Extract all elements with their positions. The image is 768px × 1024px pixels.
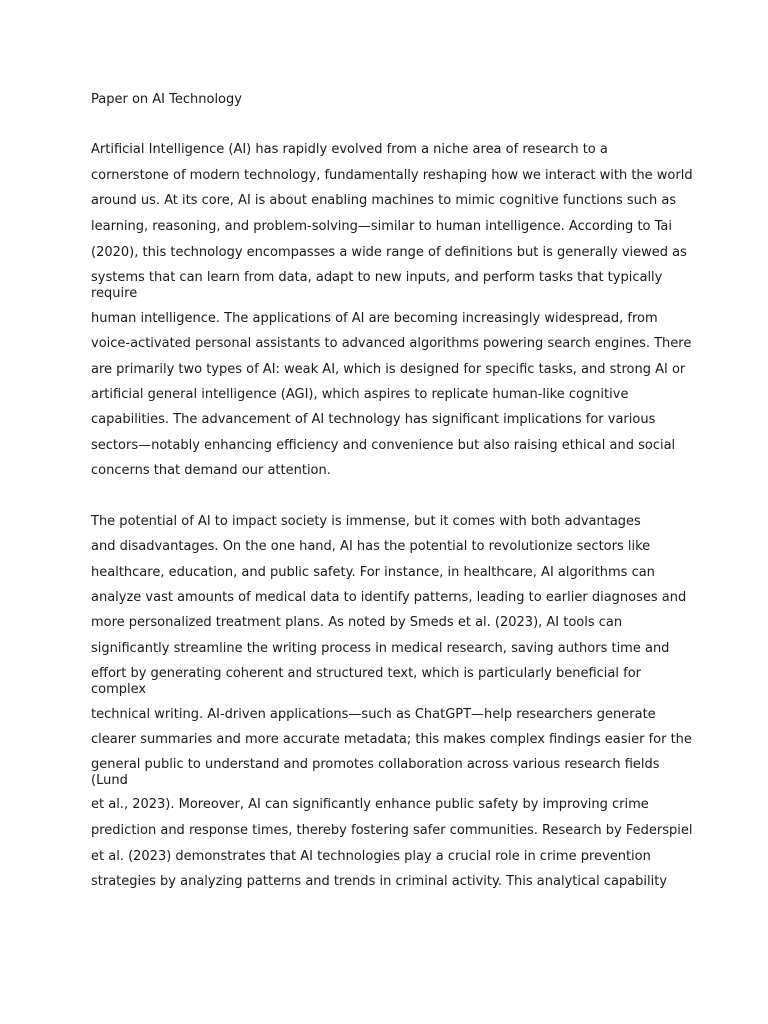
paragraph-line: concerns that demand our attention. xyxy=(91,463,331,478)
paragraph-line: healthcare, education, and public safety. For instance, in healthcare, AI algorithms can xyxy=(91,565,655,580)
paragraph-line: capabilities. The advancement of AI technology has significant implications for various xyxy=(91,412,656,427)
paragraph-line: and disadvantages. On the one hand, AI has the potential to revolutionize sectors like xyxy=(91,539,651,554)
paragraph-line: technical writing. AI-driven applications—such as ChatGPT—help researchers generate xyxy=(91,707,656,722)
paragraph-line: (Lund xyxy=(91,773,128,788)
paragraph-line: strategies by analyzing patterns and trends in criminal activity. This analytical capability xyxy=(91,874,668,889)
paragraph-line: effort by generating coherent and structured text, which is particularly beneficial for xyxy=(91,666,642,681)
paragraph-line: artificial general intelligence (AGI), which aspires to replicate human-like cognitive xyxy=(91,387,629,402)
paragraph-line: significantly streamline the writing process in medical research, saving authors time and xyxy=(91,641,670,656)
paragraph-line: et al., 2023). Moreover, AI can significantly enhance public safety by improving crime xyxy=(91,797,649,812)
paragraph-line: human intelligence. The applications of AI are becoming increasingly widespread, from xyxy=(91,311,658,326)
paragraph-line: voice-activated personal assistants to advanced algorithms powering search engines. There xyxy=(91,336,692,351)
paragraph-line: Artificial Intelligence (AI) has rapidly evolved from a niche area of research to a xyxy=(91,142,608,157)
paragraph-line: require xyxy=(91,286,138,301)
paragraph-line: learning, reasoning, and problem-solving—similar to human intelligence. According to Tai xyxy=(91,219,672,234)
paragraph-line: systems that can learn from data, adapt to new inputs, and perform tasks that typically xyxy=(91,270,663,285)
paragraph-line: (2020), this technology encompasses a wide range of definitions but is generally viewed as xyxy=(91,245,687,260)
paragraph-line: complex xyxy=(91,682,147,697)
paragraph-line: more personalized treatment plans. As noted by Smeds et al. (2023), AI tools can xyxy=(91,615,623,630)
paragraph-line: are primarily two types of AI: weak AI, which is designed for specific tasks, and strong AI or xyxy=(91,362,686,377)
paragraph-line: et al. (2023) demonstrates that AI technologies play a crucial role in crime prevention xyxy=(91,849,651,864)
document-title: Paper on AI Technology xyxy=(91,92,242,107)
paragraph-line: sectors—notably enhancing efficiency and convenience but also raising ethical and social xyxy=(91,438,676,453)
paragraph-line: around us. At its core, AI is about enabling machines to mimic cognitive functions such as xyxy=(91,193,677,208)
paragraph-line: prediction and response times, thereby fostering safer communities. Research by Federspiel xyxy=(91,823,693,838)
paragraph-line: clearer summaries and more accurate metadata; this makes complex findings easier for the xyxy=(91,732,692,747)
paragraph-line: general public to understand and promotes collaboration across various research fields xyxy=(91,757,660,772)
paragraph-line: analyze vast amounts of medical data to identify patterns, leading to earlier diagnoses and xyxy=(91,590,687,605)
paragraph-line: cornerstone of modern technology, fundamentally reshaping how we interact with the world xyxy=(91,168,693,183)
paragraph-line: The potential of AI to impact society is immense, but it comes with both advantages xyxy=(91,514,641,529)
